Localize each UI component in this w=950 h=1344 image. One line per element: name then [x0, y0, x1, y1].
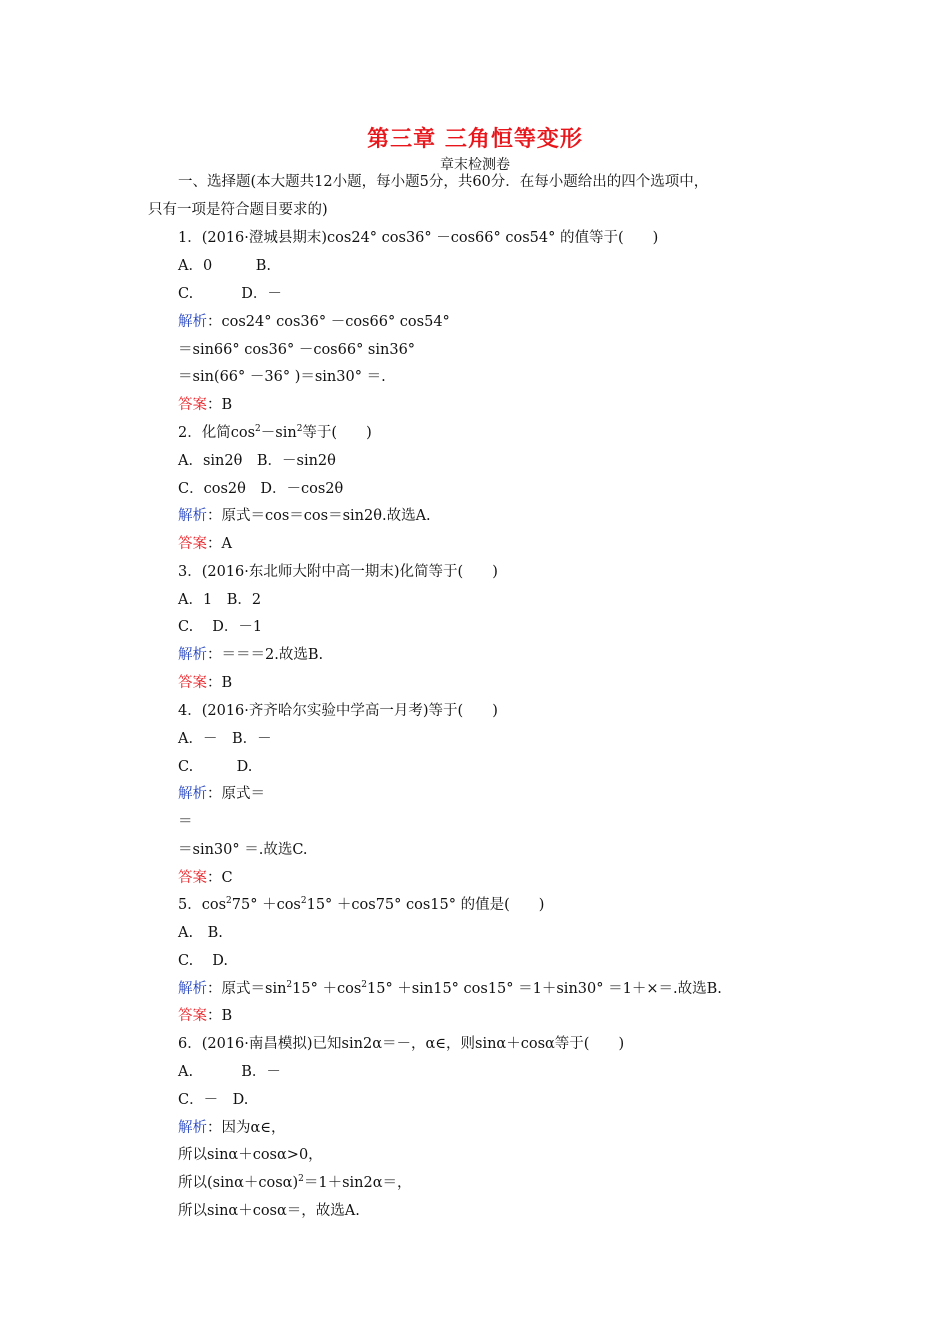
q5-stem-part: 75° ＋cos [231, 897, 301, 913]
solution-label: 解析 [178, 786, 207, 802]
q5-solution-part: 15° ＋cos [292, 981, 362, 997]
q2-solution-line1 [178, 506, 431, 526]
q6-solution-text: ：因为α∈， [207, 1120, 286, 1136]
q4-solution-line3: ＝sin30° ＝.故选C. [178, 842, 308, 858]
solution-label: 解析 [178, 508, 207, 524]
solution-label: 解析 [178, 1120, 207, 1136]
q4-solution-line1 [178, 784, 265, 804]
q4-options-ab: A．－ B．－ [178, 731, 272, 747]
q5-stem-part: 15° ＋cos75° cos15° 的值是( ) [306, 897, 545, 913]
q5-solution-part: ：原式＝sin [207, 981, 287, 997]
solution-label: 解析 [178, 314, 207, 330]
q1-solution-line2: ＝sin66° cos36° －cos66° sin36° [178, 342, 416, 358]
q5-answer-text: ：B [207, 1008, 233, 1024]
q4-answer [178, 868, 233, 888]
q4-solution-text: ：原式＝ [207, 786, 265, 802]
q5-options-cd: C. D. [178, 953, 229, 969]
superscript: 2 [298, 1174, 304, 1184]
q4-solution-line2: ＝ [178, 814, 193, 830]
q5-options-ab: A. B. [178, 925, 223, 941]
superscript: 2 [296, 424, 303, 434]
q5-solution-line1 [178, 979, 722, 999]
q2-options-ab: A．sin2θ B．－sin2θ [178, 453, 336, 469]
q6-solution-part: ＝1＋sin2α＝， [303, 1175, 412, 1191]
q4-answer-text: ：C [207, 870, 233, 886]
q3-solution-text: ：＝＝＝2.故选B. [207, 647, 324, 663]
solution-label: 解析 [178, 647, 207, 663]
superscript: 2 [300, 896, 307, 906]
q1-solution-line1 [178, 312, 450, 332]
superscript: 2 [255, 424, 261, 434]
q3-stem: 3．(2016·东北师大附中高一期末)化简等于( ) [178, 564, 498, 580]
q3-options-cd: C. D．－1 [178, 619, 263, 635]
q6-solution-line1 [178, 1118, 286, 1138]
q6-options-ab: A. B．－ [178, 1064, 281, 1080]
section-intro-line1: 一、选择题(本大题共12小题，每小题5分，共60分．在每小题给出的四个选项中， [178, 174, 709, 190]
q2-options-cd: C．cos2θ D．－cos2θ [178, 481, 344, 497]
superscript: 2 [286, 980, 293, 990]
solution-label: 解析 [178, 981, 207, 997]
superscript: 2 [226, 896, 232, 906]
chapter-title: 第三章 三角恒等变形 [367, 126, 583, 152]
q2-answer-text: ：A [207, 536, 232, 552]
q1-answer-text: ：B [207, 397, 233, 413]
superscript: 2 [361, 980, 367, 990]
q1-options-cd: C. D．－ [178, 286, 282, 302]
q5-solution-part: 15° ＋sin15° cos15° ＝1＋sin30° ＝1＋×＝.故选B. [367, 981, 722, 997]
q6-solution-line3 [178, 1173, 412, 1193]
answer-label: 答案 [178, 536, 207, 552]
q6-solution-line4: 所以sinα＋cosα＝，故选A. [178, 1203, 360, 1219]
q1-solution-line3: ＝sin(66° －36° )＝sin30° ＝. [178, 369, 386, 385]
answer-label: 答案 [178, 870, 207, 886]
q2-stem-part: －sin [260, 425, 297, 441]
q3-options-ab: A．1 B．2 [178, 592, 262, 608]
section-intro-line2: 只有一项是符合题目要求的) [148, 202, 328, 218]
answer-label: 答案 [178, 675, 207, 691]
q3-answer-text: ：B [207, 675, 233, 691]
q6-stem: 6．(2016·南昌模拟)已知sin2α＝－，α∈，则sinα＋cosα等于( ) [178, 1036, 625, 1052]
q6-options-cd: C．－ D. [178, 1092, 249, 1108]
q2-stem [178, 423, 372, 443]
chapter-subtitle: 章末检测卷 [440, 157, 510, 173]
q5-stem [178, 895, 544, 915]
q1-stem: 1．(2016·澄城县期末)cos24° cos36° －cos66° cos54° 的值等于( ) [178, 230, 659, 246]
q5-stem-part: 5．cos [178, 897, 227, 913]
q1-answer [178, 395, 232, 415]
q2-stem-part: 2．化简cos [178, 425, 256, 441]
q2-answer [178, 534, 232, 554]
q6-solution-line2: 所以sinα＋cosα>0， [178, 1147, 323, 1163]
q4-options-cd: C. D. [178, 759, 253, 775]
q1-solution-text: ：cos24° cos36° －cos66° cos54° [207, 314, 450, 330]
q2-solution-text: ：原式＝cos＝cos＝sin2θ.故选A. [207, 508, 431, 524]
q4-stem: 4．(2016·齐齐哈尔实验中学高一月考)等于( ) [178, 703, 498, 719]
answer-label: 答案 [178, 1008, 207, 1024]
q5-answer [178, 1006, 232, 1026]
q3-solution-line1 [178, 645, 323, 665]
q1-options-ab: A．0 B. [178, 258, 271, 274]
q2-stem-part: 等于( ) [302, 425, 372, 441]
answer-label: 答案 [178, 397, 207, 413]
q3-answer [178, 673, 232, 693]
q6-solution-part: 所以(sinα＋cosα) [178, 1175, 299, 1191]
